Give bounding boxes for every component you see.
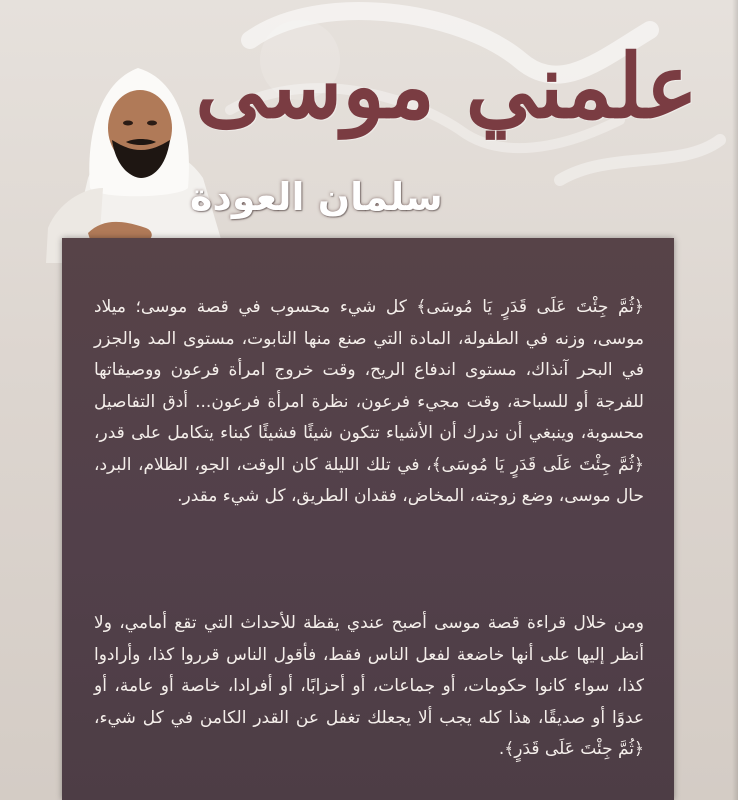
page-edge-shadow	[732, 0, 738, 800]
book-title: علمني موسى	[195, 34, 698, 138]
paragraph-2: ومن خلال قراءة قصة موسى أصبح عندي يقظة للأحداث التي تقع أمامي، ولا أنظر إليها على أنها خاضعة لفعل الناس فقط، فأقول الناس قرروا كذا، وأرادوا كذا، سواء كانوا حكومات، أو جماعات، أو أحزابًا، أو أفرادا، خاصة أو عامة، أو عدوًا أو صديقًا، هذا كله يجب ألا يجعلك تغفل عن القدر الكامن في كل شيء،﴿ثُمَّ جِئْتَ عَلَى قَدَرٍ﴾.	[94, 613, 644, 759]
text-panel	[62, 238, 674, 800]
paragraph-1: ﴿ثُمَّ جِئْتَ عَلَى قَدَرٍ يَا مُوسَى﴾ كل شيء محسوب في قصة موسى؛ ميلاد موسى، وزنه في الطفولة، المادة التي صنع منها التابوت، مستوى المد والجزر في البحر آنذاك، مستوى اندفاع الريح، وقت خروج امرأة فرعون ووصيفاتها للفرجة أو للسباحة، وقت مجيء فرعون، نظرة امرأة فرعون... أدق التفاصيل محسوبة، وينبغي أن ندرك أن الأشياء تتكون شيئًا فشيئًا كبناء يتكامل على قدر،﴿ثُمَّ جِئْتَ عَلَى قَدَرٍ يَا مُوسَى﴾، في تلك الليلة كان الوقت، الجو، الظلام، البرد، حال موسى، وضع زوجته، المخاض، فقدان الطريق، كل شيء مقدر.	[94, 297, 644, 506]
author-name: سلمان العودة	[190, 175, 443, 219]
